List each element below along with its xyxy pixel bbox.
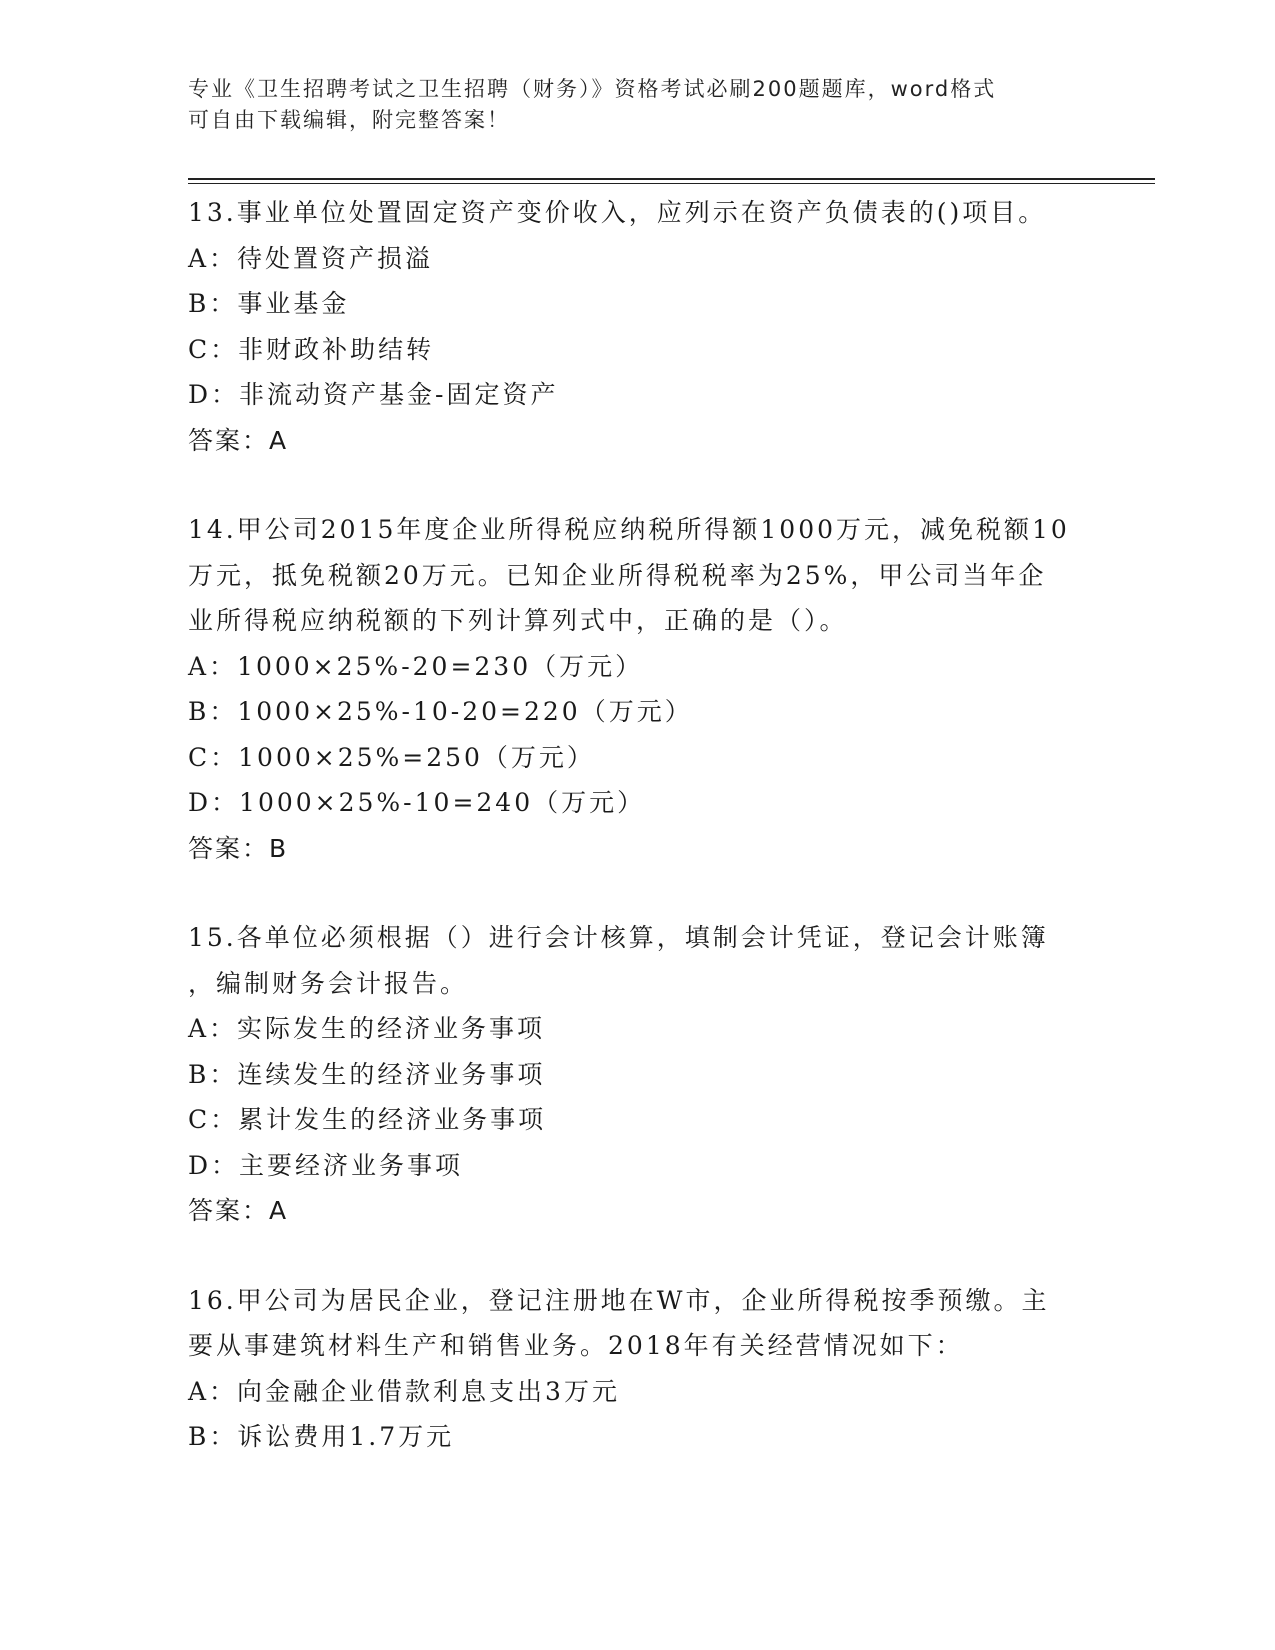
option-c: C：累计发生的经济业务事项 [188,1105,547,1134]
question-16 [188,1278,1088,1460]
option-b: B：连续发生的经济业务事项 [188,1059,546,1089]
option-c: C：1000×25%=250（万元） [188,742,595,772]
option-d: D：非流动资产基金-固定资产 [188,380,559,409]
question-15 [188,915,1088,1234]
question-stem: 16.甲公司为居民企业，登记注册地在W市，企业所得税按季预缴。主 [188,1285,1050,1315]
option-b: B：诉讼费用1.7万元 [188,1422,455,1451]
answer: 答案：B [188,833,289,863]
option-d: D：1000×25%-10=240（万元） [188,788,646,817]
question-stem: 13.事业单位处置固定资产变价收入，应列示在资产负债表的()项目。 [188,198,1047,227]
option-a: A：向金融企业借款利息支出3万元 [188,1376,620,1406]
option-a: A：1000×25%-20=230（万元） [188,651,644,681]
option-c: C：非财政补助结转 [188,334,435,364]
option-d: D：主要经济业务事项 [188,1150,464,1180]
option-a: A：待处置资产损溢 [188,243,434,273]
question-list [188,190,1088,1504]
option-b: B：事业基金 [188,289,350,318]
document-header [188,74,1088,136]
answer: 答案：A [188,425,289,455]
question-14 [188,507,1088,871]
header-divider-thick [188,178,1155,180]
question-stem: 万元，抵免税额20万元。已知企业所得税税率为25%，甲公司当年企 [188,560,1047,590]
question-stem: 要从事建筑材料生产和销售业务。2018年有关经营情况如下： [188,1331,964,1360]
question-13 [188,190,1088,463]
question-stem: 15.各单位必须根据（）进行会计核算，填制会计凭证，登记会计账簿 [188,923,1049,952]
option-b: B：1000×25%-10-20=220（万元） [188,697,693,726]
question-stem: 14.甲公司2015年度企业所得税应纳税所得额1000万元，减免税额10 [188,515,1070,544]
question-stem: ，编制财务会计报告。 [188,968,469,998]
header-line-1: 专业《卫生招聘考试之卫生招聘（财务）》资格考试必刷200题题库，word格式 [188,77,997,101]
question-stem: 业所得税应纳税额的下列计算列式中，正确的是（）。 [188,606,848,635]
option-a: A：实际发生的经济业务事项 [188,1014,546,1043]
header-divider-thin [188,183,1155,184]
header-line-2: 可自由下载编辑，附完整答案！ [188,108,510,132]
answer: 答案：A [188,1196,289,1225]
